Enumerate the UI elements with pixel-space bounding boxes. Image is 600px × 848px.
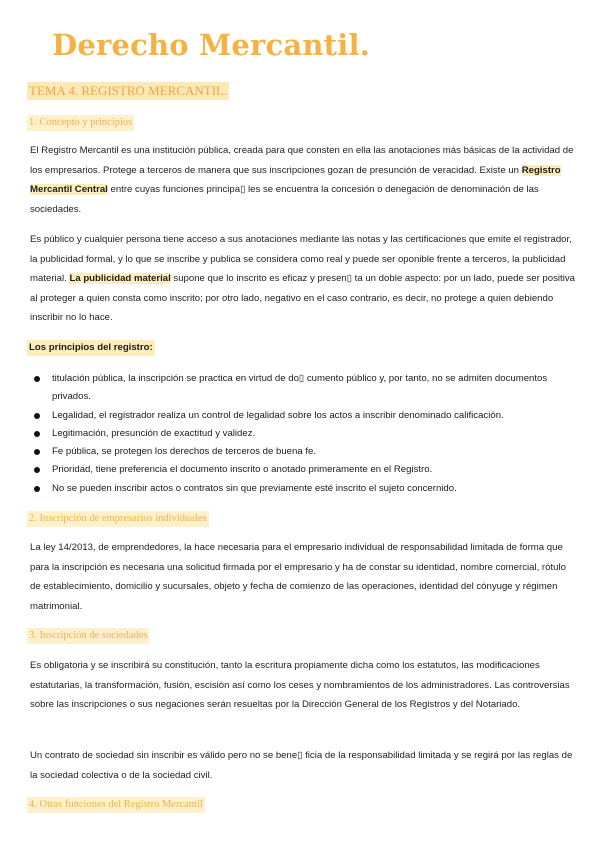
paragraph-text: entre cuyas funciones principa▯ les se encuentra la concesión o denegación de denominación de las sociedades.	[30, 184, 539, 215]
section-heading-2: 2. Inscripción de empresarios individuales	[27, 511, 209, 527]
section-heading-4: 4. Otras funciones del Registro Mercantil	[27, 797, 205, 813]
bullet-icon	[34, 467, 40, 473]
bullet-icon	[34, 486, 40, 492]
paragraph-contrato: Un contrato de sociedad sin inscribir es válido pero no se bene▯ ficia de la responsabilidad limitada y se regirá por las reglas de la sociedad colectiva o de la sociedad civil.	[30, 750, 573, 781]
paragraph-empresarios: La ley 14/2013, de emprendedores, la hace necesaria para el empresario individual de responsabilidad limitada de forma que para la inscripción es necesaria una solicitud firmada por el empresario y ha de constar su identidad, nombre comercial, rótulo de establecimiento, domicilio y sucursales, objeto y fecha de comienzo de las operaciones, identidad del cónyuge y régimen matrimonial.	[30, 542, 566, 612]
list-item: Legitimación, presunción de exactitud y validez.	[30, 425, 560, 443]
highlighted-term: La publicidad material	[69, 273, 171, 284]
paragraph-publicidad	[30, 230, 575, 328]
paragraph-text: Es público y cualquier persona tiene acceso a sus anotaciones mediante las notas y las certificaciones que emite el registrador, la publicidad formal, y lo que se inscribe y publica se considera como real y puede ser oponible frente a terceros, la publicidad material.	[30, 234, 572, 284]
paragraph-text: supone que lo inscrito es eficaz y presen▯ ta un doble aspecto: por un lado, puede ser positiva al proteger a quien consta como inscrito; por otro lado, negativo en el caso contrario, es decir, no protege a quien debiendo inscribir no lo hace.	[30, 273, 575, 323]
section-heading-3: 3. Inscripción de sociedades	[27, 628, 149, 644]
document-title: Derecho Mercantil.	[52, 28, 370, 62]
topic-heading: TEMA 4. REGISTRO MERCANTIL.	[29, 83, 228, 98]
list-item: No se pueden inscribir actos o contratos sin que previamente esté inscrito el sujeto concernido.	[30, 480, 560, 498]
principles-subheading: Los principios del registro:	[27, 340, 155, 356]
paragraph-sociedades: Es obligatoria y se inscribirá su constitución, tanto la escritura propiamente dicha como los estatutos, las modificaciones estatutarias, la transformación, fusión, escisión así como los ceses y nombramientos de los administradores. Las controversias sobre las inscripciones o sus negaciones serán resueltas por la Dirección General de los Registros y del Notariado.	[30, 660, 570, 710]
list-item: Prioridad, tiene preferencia el documento inscrito o anotado primeramente en el Registro.	[30, 461, 560, 479]
section-heading-1: 1. Concepto y principios	[27, 115, 134, 131]
bullet-icon	[34, 376, 40, 382]
principles-list	[30, 370, 560, 498]
highlighted-term: Registro Mercantil Central	[30, 164, 561, 195]
bullet-icon	[34, 449, 40, 455]
paragraph-text: El Registro Mercantil es una institución pública, creada para que consten en ella las anotaciones más básicas de la actividad de los empresarios. Protege a terceros de manera que sus inscripciones gozan de presunción de veracidad. Existe un	[30, 145, 574, 176]
list-item: Legalidad, el registrador realiza un control de legalidad sobre los actos a inscribir denominado calificación.	[30, 407, 560, 425]
bullet-icon	[34, 413, 40, 419]
paragraph-registro-definition	[30, 141, 575, 219]
list-item: Fe pública, se protegen los derechos de terceros de buena fe.	[30, 443, 560, 461]
bullet-icon	[34, 431, 40, 437]
list-item: titulación pública, la inscripción se practica en virtud de do▯ cumento público y, por tanto, no se admiten documentos privados.	[30, 370, 560, 407]
